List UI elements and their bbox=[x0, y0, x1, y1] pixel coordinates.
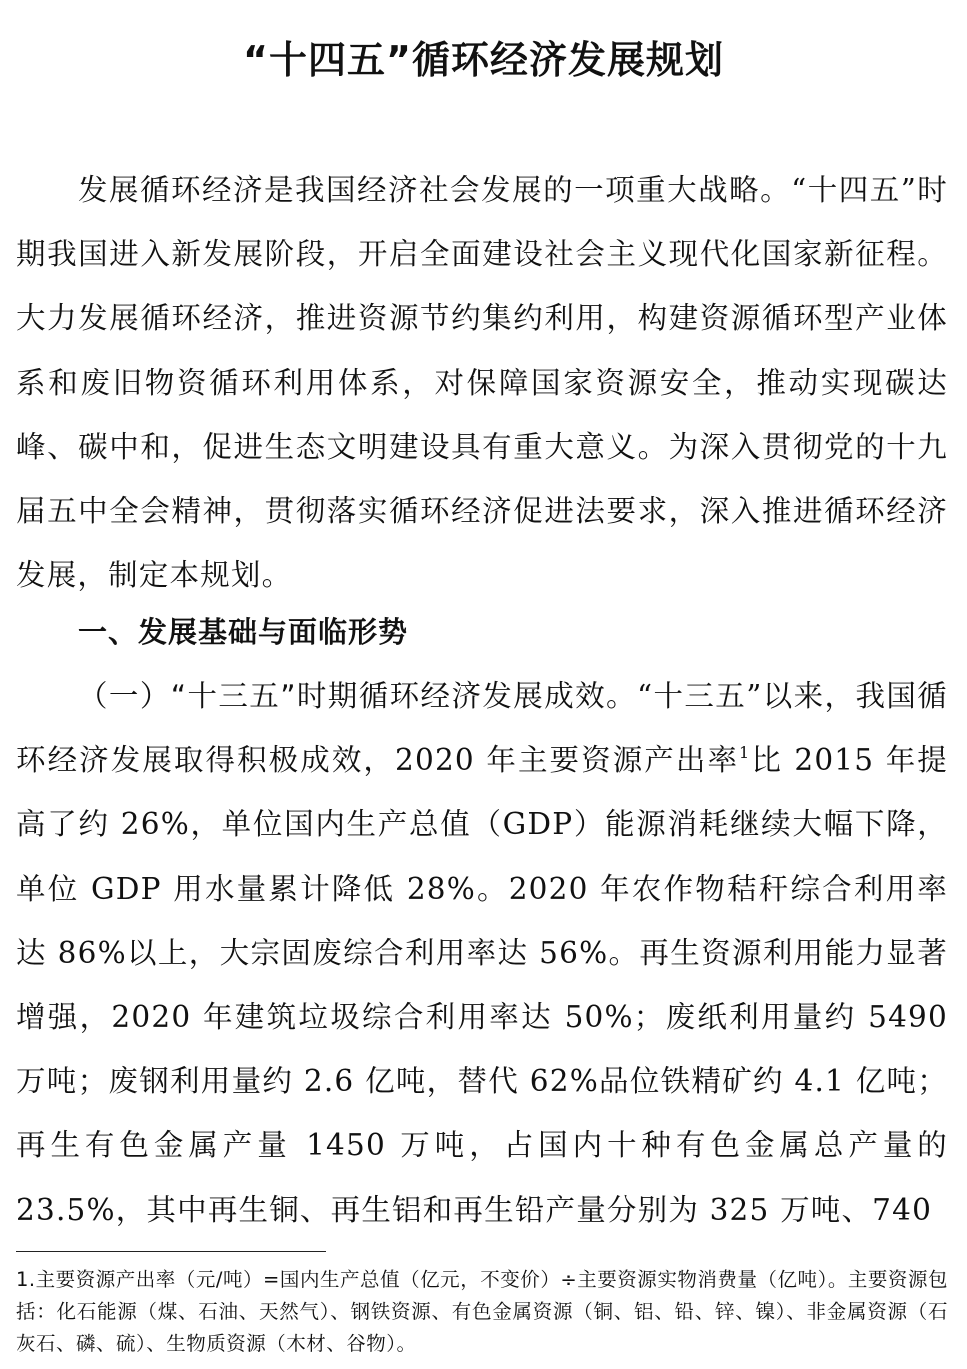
footnote: 1.主要资源产出率（元/吨）=国内生产总值（亿元，不变价）÷主要资源实物消费量（亿吨）。主要资源包括：化石能源（煤、石油、天然气）、钢铁资源、有色金属资源（铜、铝、铅、锌、镍）、非金属资源（石灰石、磷、硫）、生物质资源（木材、谷物）。 bbox=[16, 1268, 948, 1355]
subsection-heading: （一）“十三五”时期循环经济发展成效。 bbox=[78, 679, 637, 713]
footnote-marker[interactable]: 1 bbox=[739, 743, 751, 763]
paragraph-text-part2: 比 2015 年提高了约 26%，单位国内生产总值（GDP）能源消耗继续大幅下降，单位 GDP 用水量累计降低 28%。2020 年农作物秸秆综合利用率达 86%以上，大宗固废综合利用率达 56%。再生资源利用能力显著增强，2020 年建筑垃圾综合利用率达 50%；废纸利用量约 5490 万吨；废钢利用量约 2.6 亿吨，替代 62%品位铁精矿约 4.1 亿吨；再生有色金属产量 1450 万吨，占国内十种有色金属总产量的 23.5%，其中再生铜、再生铝和再生铅产量分别为 325 万吨、740 bbox=[16, 743, 948, 1227]
section-heading: 一、发展基础与面临形势 bbox=[78, 615, 409, 649]
document-title: “十四五”循环经济发展规划 bbox=[243, 38, 724, 82]
achievements-paragraph bbox=[16, 664, 948, 1242]
paragraph-text-part1: “十三五”以来，我国循环经济发展取得积极成效，2020 年主要资源产出率 bbox=[16, 679, 948, 778]
footnote-divider bbox=[16, 1251, 326, 1252]
intro-paragraph: 发展循环经济是我国经济社会发展的一项重大战略。“十四五”时期我国进入新发展阶段，开启全面建设社会主义现代化国家新征程。大力发展循环经济，推进资源节约集约利用，构建资源循环型产业体系和废旧物资循环利用体系，对保障国家资源安全，推动实现碳达峰、碳中和，促进生态文明建设具有重大意义。为深入贯彻党的十九届五中全会精神，贯彻落实循环经济促进法要求，深入推进循环经济发展，制定本规划。 bbox=[16, 173, 948, 593]
